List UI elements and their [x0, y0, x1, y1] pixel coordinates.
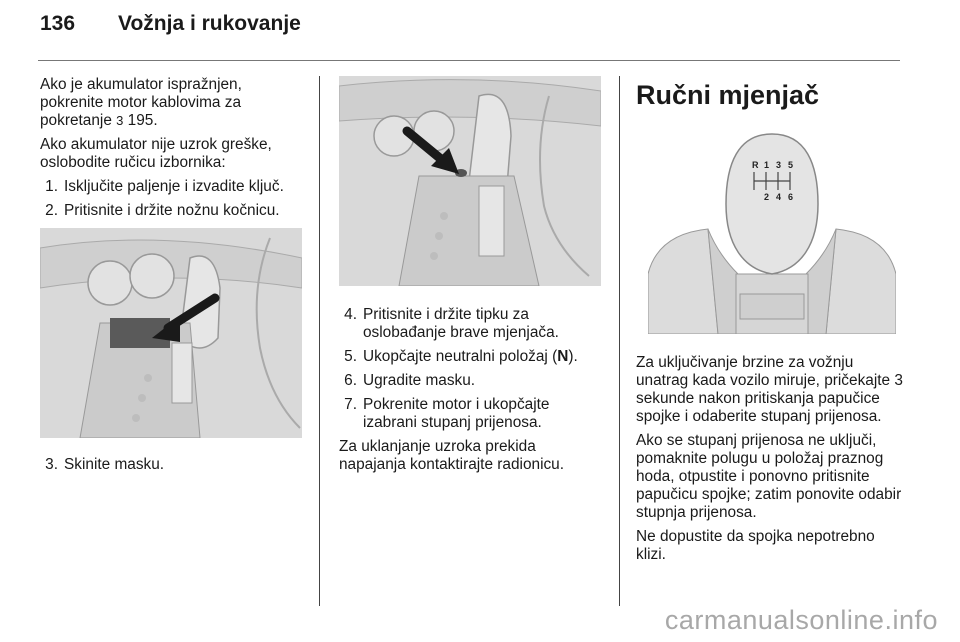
- page-header: [40, 12, 301, 42]
- column-divider-2: [619, 76, 620, 606]
- step-number: 4.: [344, 306, 357, 323]
- gear-label-r: R: [752, 160, 759, 170]
- gear-label-4: 4: [776, 192, 782, 202]
- column-divider-1: [319, 76, 320, 606]
- gear-label-6: 6: [788, 192, 794, 202]
- step-text: Isključite paljenje i izvadite ključ.: [64, 178, 284, 195]
- step-text: Ugradite masku.: [363, 372, 476, 389]
- step-number: 1.: [45, 178, 58, 195]
- step-number: 3.: [45, 456, 58, 473]
- step-text: Skinite masku.: [64, 456, 165, 473]
- step-number: 5.: [344, 348, 357, 365]
- paragraph-battery-text: Ako je akumulator ispražnjen, pokrenite motor kablovima za pokretanje: [40, 76, 242, 129]
- step-text: Pritisnite i držite tipku za oslobađanje brave mjenjača.: [363, 306, 559, 341]
- step-1: [40, 178, 305, 196]
- step-text-before: Ukopčajte neutralni položaj (: [363, 348, 558, 365]
- step-number: 6.: [344, 372, 357, 389]
- step-3: [40, 456, 305, 474]
- column-2: [339, 76, 604, 480]
- page-number: 136: [40, 12, 76, 35]
- paragraph-reverse-gear: Za uključivanje brzine za vožnju unatrag kada vozilo miruje, pričekajte 3 sekunde nakon pritiskanja papučice spojke i odaberite stupanj prijenosa.: [636, 354, 903, 425]
- column-3: [636, 76, 904, 570]
- page-title: Vožnja i rukovanje: [118, 12, 301, 35]
- step-text: [363, 348, 604, 366]
- page-reference-number[interactable]: 195.: [127, 112, 158, 129]
- step-7: [339, 396, 604, 432]
- paragraph-release-lever: Ako akumulator nije uzrok greške, oslobodite ručicu izbornika:: [40, 136, 272, 171]
- gear-label-1: 1: [764, 160, 770, 170]
- gear-label-2: 2: [764, 192, 770, 202]
- step-6: [339, 372, 604, 390]
- paragraph-power-failure: Za uklanjanje uzroka prekida napajanja kontaktirajte radionicu.: [339, 438, 565, 473]
- paragraph-gear-not-engaged: Ako se stupanj prijenosa ne uključi, pomaknite polugu u položaj praznog hoda, otpustite i ponovno pritisnite papučicu spojke; zatim ponovite odabir stupnja prijenosa.: [636, 432, 902, 521]
- illustration-gear-knob: [648, 124, 896, 334]
- page-reference-icon: 3: [116, 113, 124, 128]
- illustration-release-button: [339, 76, 601, 286]
- gear-label-5: 5: [788, 160, 794, 170]
- section-heading: Ručni mjenjač: [636, 80, 820, 110]
- watermark: carmanualsonline.info: [664, 605, 938, 635]
- column-1: [40, 76, 305, 480]
- step-text: Pokrenite motor i ukopčajte izabrani stupanj prijenosa.: [363, 396, 550, 431]
- paragraph-clutch-slip: Ne dopustite da spojka nepotrebno klizi.: [636, 528, 875, 563]
- step-number: 7.: [344, 396, 357, 413]
- paragraph-battery: [40, 76, 305, 130]
- step-text-after: ).: [568, 348, 578, 365]
- header-divider: [38, 60, 900, 61]
- illustration-brake-mask: [40, 228, 302, 438]
- step-2: [40, 202, 305, 220]
- step-4: [339, 306, 604, 342]
- gear-neutral-symbol: N: [557, 348, 569, 365]
- step-5: [339, 348, 604, 366]
- gear-label-3: 3: [776, 160, 782, 170]
- step-text: Pritisnite i držite nožnu kočnicu.: [64, 202, 280, 219]
- step-number: 2.: [45, 202, 58, 219]
